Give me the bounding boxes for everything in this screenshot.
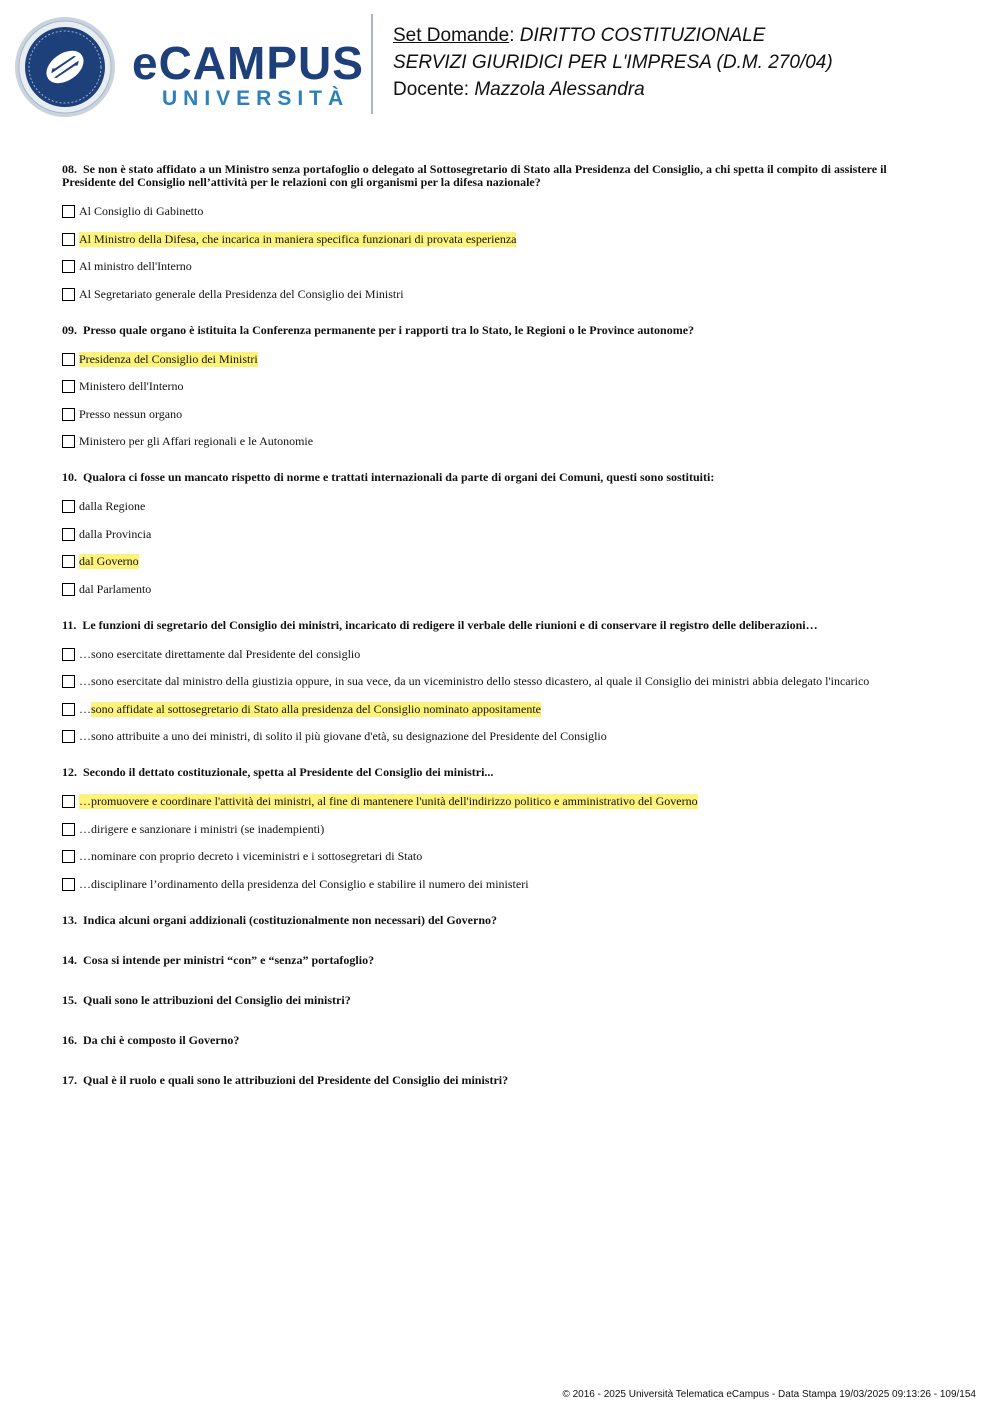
- answer-option[interactable]: [62, 286, 942, 303]
- question-body: Quali sono le attribuzioni del Consiglio dei ministri?: [83, 992, 351, 1007]
- checkbox[interactable]: [62, 555, 75, 568]
- checkbox[interactable]: [62, 878, 75, 891]
- checkbox[interactable]: [62, 380, 75, 393]
- question-body: Le funzioni di segretario del Consiglio dei ministri, incaricato di redigere il verbale delle riunioni e di conservare il registro delle deliberazioni…: [82, 617, 818, 632]
- teacher-label: Docente:: [393, 79, 470, 100]
- checkbox[interactable]: [62, 823, 75, 836]
- answer-text: dal Parlamento: [79, 581, 152, 596]
- header-divider: [371, 14, 373, 114]
- open-question-13: [62, 914, 942, 927]
- answer-option[interactable]: [62, 203, 942, 220]
- checkbox[interactable]: [62, 435, 75, 448]
- question-number: 11.: [62, 617, 77, 632]
- open-question-17: [62, 1074, 942, 1087]
- answer-text: …nominare con proprio decreto i viceministri e i sottosegretari di Stato: [79, 849, 423, 863]
- checkbox[interactable]: [62, 288, 75, 301]
- answer-text: …disciplinare l’ordinamento della presidenza del Consiglio e stabilire il numero dei ministeri: [79, 876, 529, 891]
- question-text: [62, 163, 942, 189]
- question-08: [62, 163, 942, 303]
- checkbox[interactable]: [62, 408, 75, 421]
- question-number: 10.: [62, 470, 77, 484]
- answer-text: …promuovere e coordinare l'attività dei ministri, al fine di mantenere l'unità dell'indirizzo politico e amministrativo del Governo: [79, 794, 698, 808]
- question-12: [62, 766, 942, 893]
- ecampus-seal-logo-icon: [14, 16, 116, 118]
- answer-text: Al Consiglio di Gabinetto: [79, 204, 204, 218]
- answer-text: dal Governo: [79, 554, 139, 568]
- question-body: Cosa si intende per ministri “con” e “senza” portafoglio?: [83, 952, 375, 967]
- page-header: [0, 0, 1000, 130]
- answer-text: dalla Regione: [79, 499, 146, 513]
- answer-option[interactable]: [62, 728, 942, 745]
- question-body: Secondo il dettato costituzionale, spetta al Presidente del Consiglio dei ministri...: [83, 765, 494, 779]
- checkbox[interactable]: [62, 675, 75, 688]
- answer-option[interactable]: [62, 378, 942, 395]
- page-footer: © 2016 - 2025 Università Telematica eCampus - Data Stampa 19/03/2025 09:13:26 - 109/154: [562, 1389, 976, 1400]
- checkbox[interactable]: [62, 648, 75, 661]
- question-number: 08.: [62, 162, 77, 176]
- answer-option[interactable]: [62, 498, 942, 515]
- checkbox[interactable]: [62, 795, 75, 808]
- answer-text: Presidenza del Consiglio dei Ministri: [79, 351, 258, 366]
- course-name: SERVIZI GIURIDICI PER L'IMPRESA (D.M. 270/04): [393, 52, 833, 73]
- question-text: [62, 766, 942, 779]
- answer-option[interactable]: [62, 876, 942, 893]
- question-number: 17.: [62, 1072, 77, 1087]
- question-number: 14.: [62, 952, 77, 967]
- answer-option[interactable]: [62, 526, 942, 543]
- set-line: Set Domande: DIRITTO COSTITUZIONALE: [393, 25, 766, 46]
- checkbox[interactable]: [62, 353, 75, 366]
- question-list: [62, 163, 942, 1114]
- teacher-line: [393, 76, 833, 103]
- question-body: Da chi è composto il Governo?: [83, 1032, 240, 1047]
- answer-option[interactable]: [62, 673, 942, 690]
- set-subject: DIRITTO COSTITUZIONALE: [519, 25, 766, 46]
- answer-option-highlighted[interactable]: [62, 231, 942, 248]
- course-line: [393, 49, 833, 76]
- question-body: Presso quale organo è istituita la Conferenza permanente per i rapporti tra lo Stato, le Regioni o le Province autonome?: [83, 322, 695, 337]
- answer-option[interactable]: [62, 406, 942, 423]
- answer-text: Ministero dell'Interno: [79, 379, 184, 393]
- answer-text: Al ministro dell'Interno: [79, 259, 192, 273]
- checkbox[interactable]: [62, 583, 75, 596]
- answer-option-highlighted[interactable]: [62, 701, 942, 718]
- logo-brand: eCAMPUS: [132, 37, 364, 89]
- answer-text: Ministero per gli Affari regionali e le Autonomie: [79, 434, 314, 448]
- answer-text: …sono esercitate direttamente dal Presidente del consiglio: [79, 646, 361, 661]
- teacher-name: Mazzola Alessandra: [474, 79, 645, 100]
- open-question-14: [62, 954, 942, 967]
- open-question-15: [62, 994, 942, 1007]
- answer-option[interactable]: [62, 258, 942, 275]
- question-text: [62, 471, 942, 484]
- question-body: Indica alcuni organi addizionali (costituzionalmente non necessari) del Governo?: [83, 912, 498, 927]
- answer-text: …sono esercitate dal ministro della giustizia oppure, in sua vece, da un viceministro dello stesso dicastero, al quale il Consiglio dei ministri abbia delegato l'incarico: [79, 674, 870, 688]
- answer-text: Al Ministro della Difesa, che incarica in maniera specifica funzionari di provata esperienza: [79, 231, 517, 246]
- question-body: Qual è il ruolo e quali sono le attribuzioni del Presidente del Consiglio dei ministri?: [83, 1072, 509, 1087]
- answer-option[interactable]: [62, 821, 942, 838]
- question-11: [62, 619, 942, 746]
- set-label: Set Domande: [393, 25, 510, 46]
- answer-text: dalla Provincia: [79, 526, 152, 541]
- question-number: 09.: [62, 322, 77, 337]
- logo-sub: UNIVERSITÀ: [162, 87, 350, 110]
- ecampus-wordmark: [132, 37, 364, 112]
- answer-text: …dirigere e sanzionare i ministri (se inadempienti): [79, 821, 325, 836]
- answer-option[interactable]: [62, 646, 942, 663]
- answer-option-highlighted[interactable]: [62, 793, 942, 810]
- answer-option-highlighted[interactable]: [62, 351, 942, 368]
- answer-option[interactable]: [62, 581, 942, 598]
- checkbox[interactable]: [62, 205, 75, 218]
- checkbox[interactable]: [62, 260, 75, 273]
- question-text: [62, 324, 942, 337]
- answer-option-highlighted[interactable]: [62, 553, 942, 570]
- question-number: 12.: [62, 765, 77, 779]
- question-text: [62, 619, 942, 632]
- checkbox[interactable]: [62, 703, 75, 716]
- checkbox[interactable]: [62, 730, 75, 743]
- checkbox[interactable]: [62, 528, 75, 541]
- header-info: [393, 22, 833, 103]
- question-number: 13.: [62, 912, 77, 927]
- checkbox[interactable]: [62, 500, 75, 513]
- question-body: Qualora ci fosse un mancato rispetto di norme e trattati internazionali da parte di organi dei Comuni, questi sono sostituiti:: [83, 470, 715, 484]
- checkbox[interactable]: [62, 233, 75, 246]
- answer-text: Presso nessun organo: [79, 406, 183, 421]
- answer-text: …sono attribuite a uno dei ministri, di solito il più giovane d'età, su designazione del Presidente del Consiglio: [79, 729, 607, 743]
- question-body: Se non è stato affidato a un Ministro senza portafoglio o delegato al Sottosegretario di Stato alla Presidenza del Consiglio, a chi spetta il compito di assistere il Presidente del Consiglio nell’attività per le relazioni con gli organismi per la difesa nazionale?: [62, 162, 887, 189]
- answer-option[interactable]: [62, 848, 942, 865]
- answer-prefix: …: [79, 701, 91, 716]
- question-09: [62, 324, 942, 451]
- answer-text: Al Segretariato generale della Presidenza del Consiglio dei Ministri: [79, 286, 404, 301]
- open-question-16: [62, 1034, 942, 1047]
- question-number: 15.: [62, 992, 77, 1007]
- checkbox[interactable]: [62, 850, 75, 863]
- question-number: 16.: [62, 1032, 77, 1047]
- answer-option[interactable]: [62, 433, 942, 450]
- question-10: [62, 471, 942, 598]
- answer-text: sono affidate al sottosegretario di Stato alla presidenza del Consiglio nominato appositamente: [91, 701, 541, 716]
